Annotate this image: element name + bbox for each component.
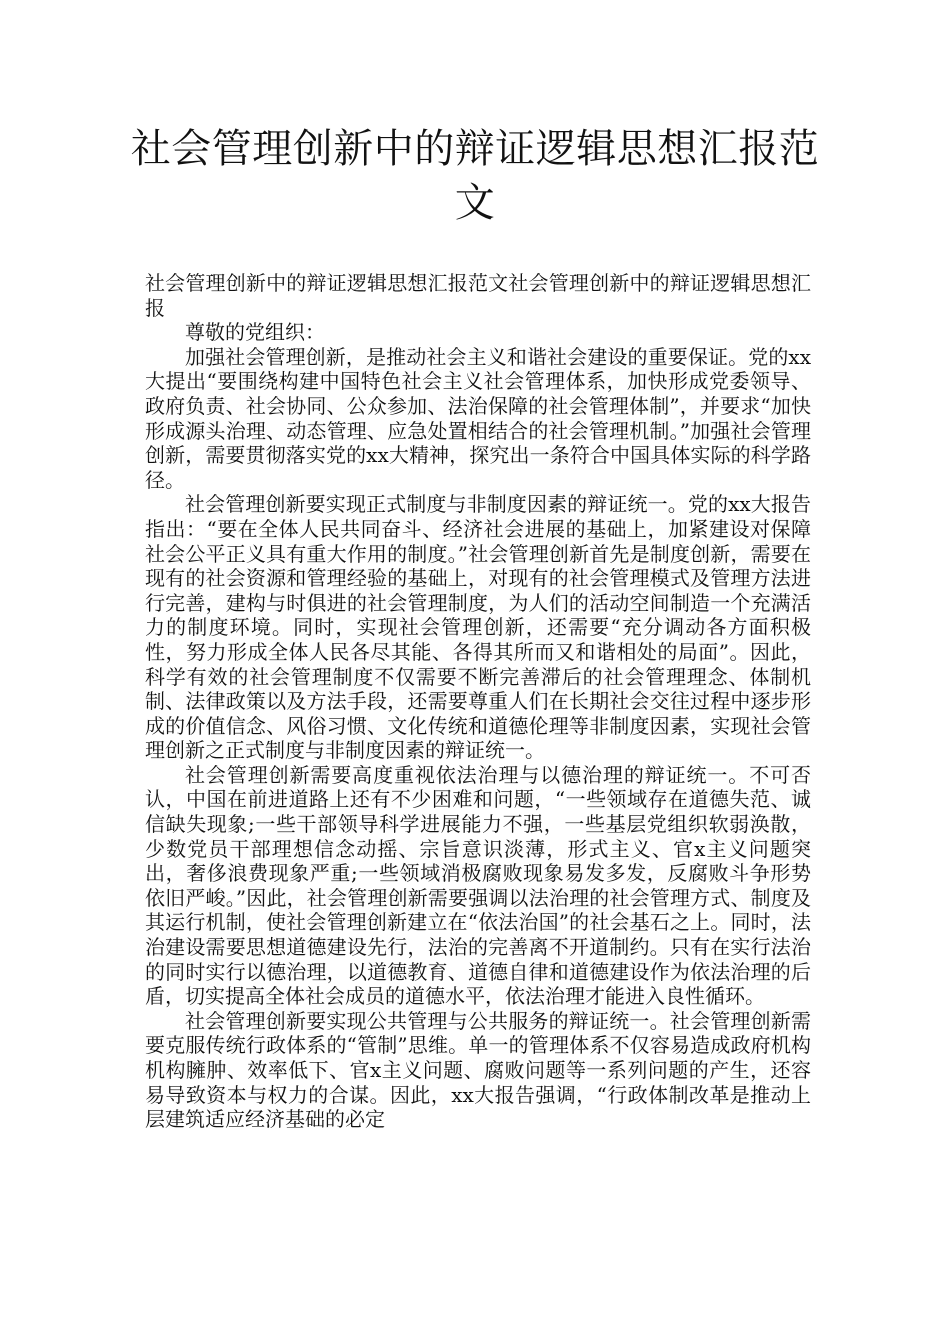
body-paragraph: 社会管理创新需要高度重视依法治理与以德治理的辩证统一。不可否认，中国在前进道路上还有不少困难和问题，“一些领域存在道德失范、诚信缺失现象;一些干部领导科学进展能力不强，一些基层党组织软弱涣散，少数党员干部理想信念动摇、宗旨意识淡薄，形式主义、官x主义问题突出，奢侈浪费现象严重;一些领域消极腐败现象易发多发，反腐败斗争形势依旧严峻。”因此，社会管理创新需要强调以法治理的社会管理方式、制度及其运行机制，使社会管理创新建立在“依法治国”的社会基石之上。同时，法治建设需要思想道德建设先行，法治的完善离不开道制约。只有在实行法治的同时实行以德治理，以道德教育、道德自律和道德建设作为依法治理的后盾，切实提高全体社会成员的道德水平，依法治理才能进入良性循环。 bbox=[145, 762, 811, 1009]
body-paragraph: 加强社会管理创新，是推动社会主义和谐社会建设的重要保证。党的xx大提出“要围绕构建中国特色社会主义社会管理体系，加快形成党委领导、政府负责、社会协同、公众参加、法治保障的社会管理体制”，并要求“加快形成源头治理、动态管理、应急处置相结合的社会管理机制。”加强社会管理创新，需要贯彻落实党的xx大精神，探究出一条符合中国具体实际的科学路径。 bbox=[145, 344, 811, 492]
salutation: 尊敬的党组织： bbox=[185, 320, 325, 345]
document-body bbox=[145, 271, 811, 1132]
lead-paragraph: 社会管理创新中的辩证逻辑思想汇报范文社会管理创新中的辩证逻辑思想汇报 bbox=[145, 271, 811, 320]
body-paragraph: 社会管理创新要实现正式制度与非制度因素的辩证统一。党的xx大报告指出：“要在全体人民共同奋斗、经济社会进展的基础上，加紧建设对保障社会公平正义具有重大作用的制度。”社会管理创新首先是制度创新，需要在现有的社会资源和管理经验的基础上，对现有的社会管理模式及管理方法进行完善，建构与时俱进的社会管理制度，为人们的活动空间制造一个充满活力的制度环境。同时，实现社会管理创新，还需要“充分调动各方面积极性，努力形成全体人民各尽其能、各得其所而又和谐相处的局面”。因此，科学有效的社会管理制度不仅需要不断完善滞后的社会管理理念、体制机制、法律政策以及方法手段，还需要尊重人们在长期社会交往过程中逐步形成的价值信念、风俗习惯、文化传统和道德伦理等非制度因素，实现社会管理创新之正式制度与非制度因素的辩证统一。 bbox=[145, 492, 811, 763]
body-paragraph: 社会管理创新要实现公共管理与公共服务的辩证统一。社会管理创新需要克服传统行政体系的“管制”思维。单一的管理体系不仅容易造成政府机构机构臃肿、效率低下、官x主义问题、腐败问题等一系列问题的产生，还容易导致资本与权力的合谋。因此，xx大报告强调，“行政体制改革是推动上层建筑适应经济基础的必定 bbox=[145, 1008, 811, 1132]
document-title: 社会管理创新中的辩证逻辑思想汇报范文 bbox=[130, 126, 820, 226]
